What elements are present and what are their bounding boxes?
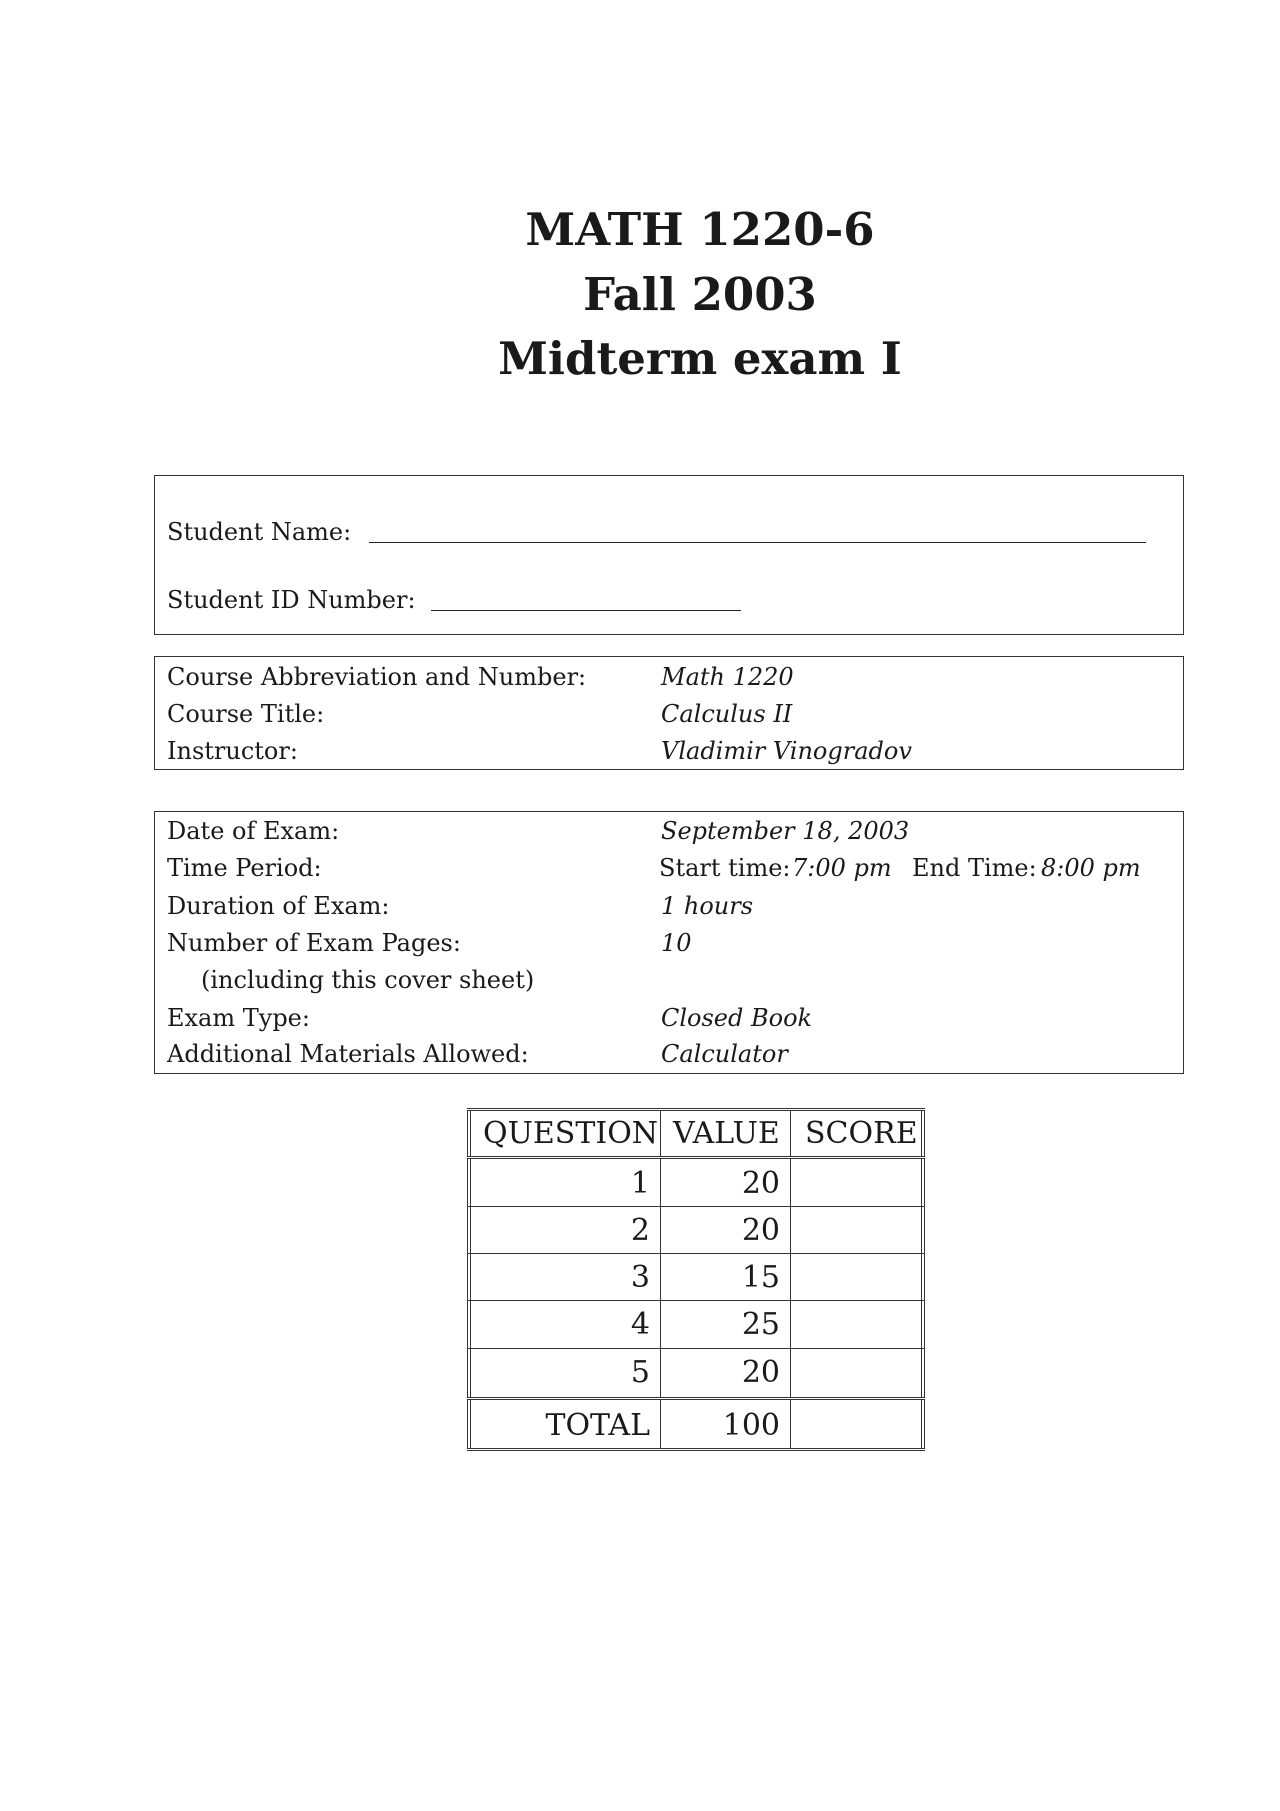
row-5-question: 5	[630, 1355, 650, 1390]
total-label: TOTAL	[545, 1408, 650, 1443]
exam-pages-value: 10	[661, 929, 692, 957]
row-3-question: 3	[630, 1260, 650, 1295]
row-1-question: 1	[630, 1166, 650, 1201]
course-info-box	[154, 656, 1184, 770]
exam-pages-label: Number of Exam Pages:	[167, 929, 461, 957]
row-1-score[interactable]	[793, 1161, 917, 1205]
exam-details-box	[154, 811, 1184, 1074]
row-2-question: 2	[630, 1213, 650, 1248]
row-1-value: 20	[741, 1166, 780, 1201]
exam-pages-note: (including this cover sheet)	[201, 966, 535, 994]
course-abbrev-value: Math 1220	[661, 663, 794, 691]
exam-date-value: September 18, 2003	[661, 817, 910, 845]
duration-value: 1 hours	[661, 892, 754, 920]
row-4-score[interactable]	[793, 1302, 917, 1346]
instructor-label: Instructor:	[167, 737, 298, 765]
duration-label: Duration of Exam:	[167, 892, 390, 920]
course-abbrev-label: Course Abbreviation and Number:	[167, 663, 587, 691]
total-score[interactable]	[793, 1402, 917, 1446]
row-3-value: 15	[741, 1260, 780, 1295]
term-heading: Fall 2003	[583, 268, 817, 321]
instructor-value: Vladimir Vinogradov	[661, 737, 912, 765]
total-value: 100	[722, 1408, 780, 1443]
row-4-question: 4	[630, 1307, 650, 1342]
student-id-label: Student ID Number:	[167, 586, 416, 614]
end-time-label: End Time:	[912, 854, 1037, 882]
course-code-heading: MATH 1220-6	[525, 203, 875, 256]
header-score: SCORE	[805, 1116, 918, 1151]
time-period-label: Time Period:	[167, 854, 322, 882]
course-title-label: Course Title:	[167, 700, 325, 728]
exam-name-heading: Midterm exam I	[498, 332, 902, 385]
exam-type-value: Closed Book	[661, 1004, 813, 1032]
header-question: QUESTION	[483, 1116, 659, 1151]
course-title-value: Calculus II	[661, 700, 793, 728]
start-time-value: 7:00 pm	[792, 854, 892, 882]
materials-label: Additional Materials Allowed:	[167, 1040, 529, 1068]
row-2-value: 20	[741, 1213, 780, 1248]
start-time-label: Start time:	[659, 854, 791, 882]
row-4-value: 25	[741, 1307, 780, 1342]
row-5-score[interactable]	[793, 1350, 917, 1394]
student-name-field[interactable]	[369, 542, 1146, 543]
exam-type-label: Exam Type:	[167, 1004, 310, 1032]
row-2-score[interactable]	[793, 1208, 917, 1252]
row-3-score[interactable]	[793, 1255, 917, 1299]
student-id-field[interactable]	[431, 610, 741, 611]
materials-value: Calculator	[661, 1040, 788, 1068]
student-name-label: Student Name:	[167, 518, 352, 546]
end-time-value: 8:00 pm	[1041, 854, 1141, 882]
row-5-value: 20	[741, 1355, 780, 1390]
student-info-box	[154, 475, 1184, 635]
header-value: VALUE	[673, 1116, 780, 1151]
exam-date-label: Date of Exam:	[167, 817, 340, 845]
